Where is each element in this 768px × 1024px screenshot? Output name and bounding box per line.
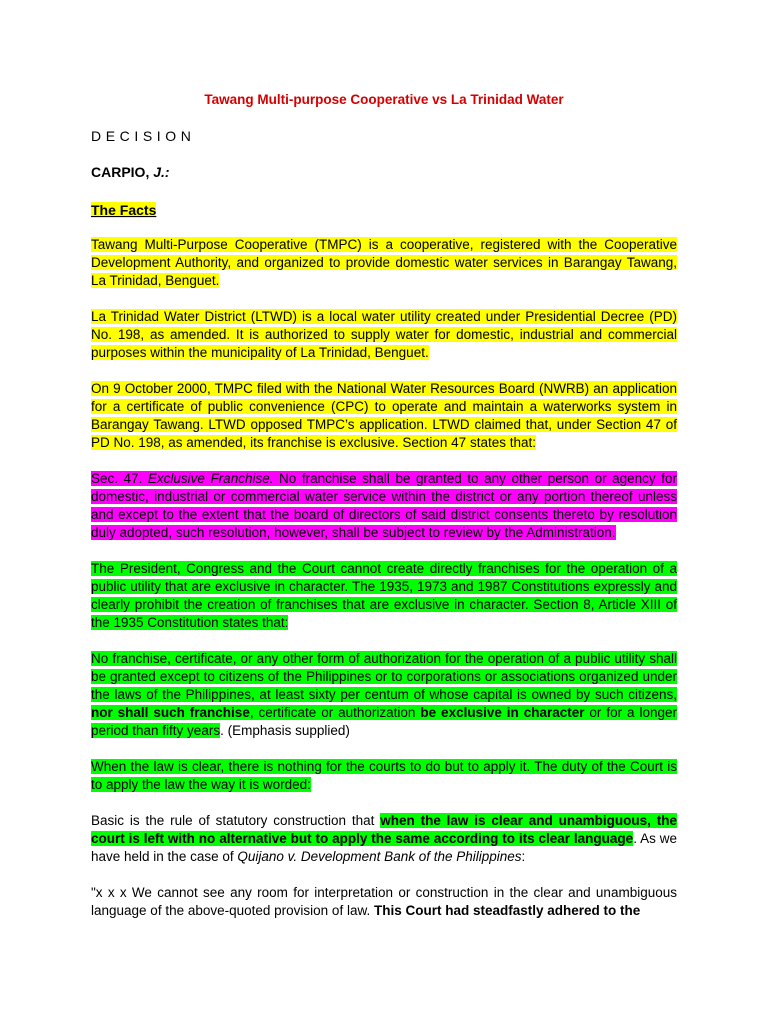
paragraph-2	[91, 308, 677, 362]
paragraph-7-text: When the law is clear, there is nothing for the courts to do but to apply it. The duty of the Court is to apply the law the way it is worded:	[91, 759, 677, 792]
quote-text: "x x x We cannot see any room for interpretation or construction in the clear and unambiguous language of the above-quoted provision of law.	[91, 885, 677, 918]
constitution-bold-1: nor shall such franchise	[91, 705, 250, 720]
paragraph-2-text: La Trinidad Water District (LTWD) is a local water utility created under Presidential Decree (PD) No. 198, as amended. It is authorized to supply water for domestic, industrial and commercial purposes within the municipality of La Trinidad, Benguet.	[91, 309, 677, 360]
paragraph-8-mid: . As we have held in the case of	[91, 831, 677, 864]
paragraph-8-highlight: when the law is clear and unambiguous, the court is left with no alternative but to apply the same according to its clear language	[91, 813, 677, 846]
emphasis-note: . (Emphasis supplied)	[220, 723, 350, 738]
paragraph-3	[91, 380, 677, 452]
case-citation: Quijano v. Development Bank of the Philippines	[237, 849, 522, 864]
facts-heading: The Facts	[91, 202, 157, 218]
quote-bold: This Court had steadfastly adhered to the	[373, 903, 641, 918]
judge-name: CARPIO,	[91, 164, 150, 180]
paragraph-5	[91, 560, 677, 632]
constitution-text: No franchise, certificate, or any other form of authorization for the operation of a public utility shall be granted except to citizens of the Philippines or to corporations or associations organized under the laws of the Philippines, at least sixty per centum of whose capital is owned by such citizens,	[91, 651, 677, 702]
paragraph-8	[91, 812, 677, 866]
paragraph-3-text: On 9 October 2000, TMPC filed with the National Water Resources Board (NWRB) an application for a certificate of public convenience (CPC) to operate and maintain a waterworks system in Barangay Tawang. LTWD opposed TMPC’s application. LTWD claimed that, under Section 47 of PD No. 198, as amended, its franchise is exclusive. Section 47 states that:	[91, 381, 677, 450]
constitution-end: or for a longer period than fifty years	[91, 705, 678, 738]
paragraph-5-text: The President, Congress and the Court cannot create directly franchises for the operation of a public utility that are exclusive in character. The 1935, 1973 and 1987 Constitutions expressly and clearly prohibit the creation of franchises that are exclusive in character. Section 8, Article XIII of the 1935 Constitution states that:	[91, 561, 677, 630]
judge-line	[91, 164, 170, 180]
constitution-mid: , certificate or authorization	[249, 705, 421, 720]
paragraph-1-text: Tawang Multi-Purpose Cooperative (TMPC) is a cooperative, registered with the Cooperative Development Authority, and organized to provide domestic water services in Barangay Tawang, La Trinidad, Benguet.	[91, 237, 677, 288]
paragraph-8-lead: Basic is the rule of statutory construction that	[91, 813, 381, 828]
decision-heading: DECISION	[91, 128, 196, 144]
judge-suffix: J.:	[153, 164, 170, 180]
section-47-text: No franchise shall be granted to any other person or agency for domestic, industrial or commercial water service within the district or any portion thereof unless and except to the extent that the board of directors of said district consents thereto by resolution duly adopted, such resolution, however, shall be subject to review by the Administration.	[91, 471, 677, 540]
paragraph-6	[91, 650, 677, 740]
constitution-bold-2: be exclusive in character	[420, 705, 585, 720]
paragraph-9	[91, 884, 677, 920]
paragraph-8-end: :	[521, 849, 526, 864]
paragraph-4	[91, 470, 677, 542]
paragraph-7	[91, 758, 677, 794]
section-47-lead: Sec. 47.	[91, 471, 148, 486]
document-title: Tawang Multi-purpose Cooperative vs La Trinidad Water	[204, 92, 564, 107]
section-47-italic: Exclusive Franchise.	[147, 471, 274, 486]
paragraph-1	[91, 236, 677, 290]
